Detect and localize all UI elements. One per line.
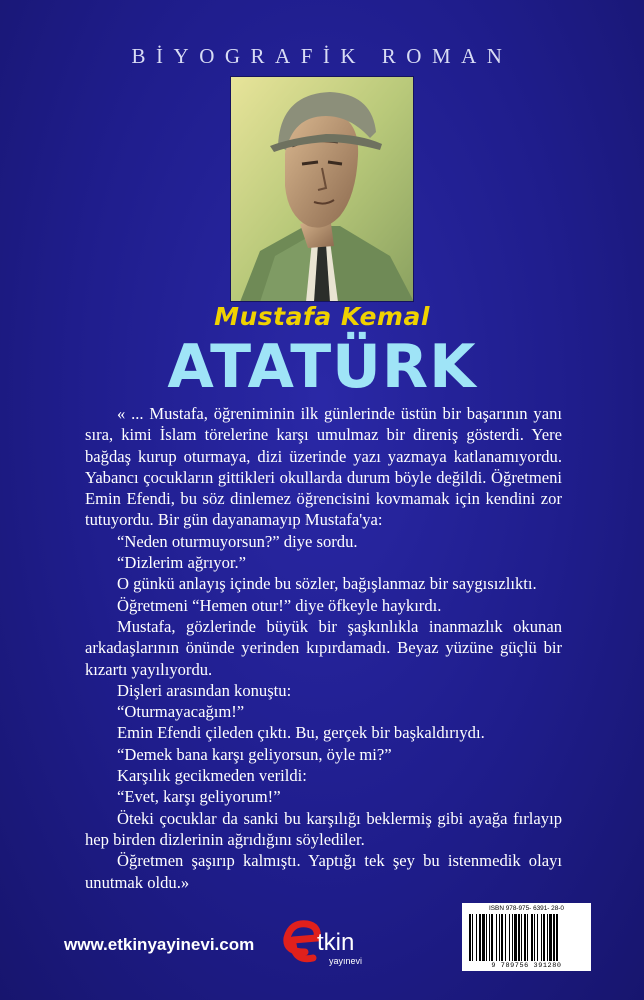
excerpt-paragraph: “Oturmayacağım!” xyxy=(117,702,245,722)
genre-label: BİYOGRAFİK ROMAN xyxy=(131,44,513,68)
excerpt-paragraph: Öteki çocuklar da sanki bu karşılığı beklermiş gibi ayağa fırlayıp hep birden dizlerinin ağrıdığını söylediler. xyxy=(85,808,562,849)
portrait-painting xyxy=(230,76,414,302)
barcode-icon xyxy=(467,914,586,961)
author-first-names: Mustafa Kemal xyxy=(214,302,430,331)
book-title: ATATÜRK xyxy=(167,332,477,402)
excerpt-paragraph: “Neden oturmuyorsun?” diye sordu. xyxy=(117,531,358,551)
excerpt-paragraph: “Dizlerim ağrıyor.” xyxy=(117,553,247,573)
publisher-logo-sub: yayınevi xyxy=(329,956,363,966)
excerpt-paragraph: Karşılık gecikmeden verildi: xyxy=(117,766,307,786)
publisher-website: www.etkinyayinevi.com xyxy=(64,935,255,954)
excerpt-paragraph: Öğretmen şaşırıp kalmıştı. Yaptığı tek şey bu istenmedik olayı unutmak oldu.» xyxy=(85,851,562,892)
excerpt-paragraph: « ... Mustafa, öğreniminin ilk günlerinde üstün bir başarının yanı sıra, kimi İslam törelerine karşı umulmaz bir direniş gösterdi. Yere bağdaş kurup oturmaya, dizi üzerinde yazı yazmaya katlanamıyordu. Yabancı çocukların gittikleri okullarda durum böyle değildi. Öğretmeni Emin Efendi, bu söz dinlemez öğrencisini kovmamak için kendini zor tutuyordu. Bir gün dayanamayıp Mustafa'ya: xyxy=(85,404,562,530)
barcode-digits: 9 789756 391280 xyxy=(491,962,562,970)
book-excerpt xyxy=(85,403,562,893)
excerpt-paragraph: Öğretmeni “Hemen otur!” diye öfkeyle haykırdı. xyxy=(117,595,442,615)
excerpt-paragraph: O günkü anlayış içinde bu sözler, bağışlanmaz bir saygısızlıktı. xyxy=(117,574,537,594)
publisher-e-logo xyxy=(283,918,377,974)
excerpt-paragraph: Dişleri arasından konuştu: xyxy=(117,680,292,700)
isbn-number: ISBN 978-975- 6391- 28-0 xyxy=(489,905,564,912)
excerpt-paragraph: “Evet, karşı geliyorum!” xyxy=(117,787,281,807)
excerpt-paragraph: Mustafa, gözlerinde büyük bir şaşkınlıkla inanmazlık okunan arkadaşlarının önünde yerinden kıpırdamadı. Beyaz yüzüne güçlü bir kızartı yayılıyordu. xyxy=(85,616,562,679)
excerpt-paragraph: Emin Efendi çileden çıktı. Bu, gerçek bir başkaldırıydı. xyxy=(117,723,485,743)
isbn-barcode xyxy=(462,903,591,971)
publisher-logo-text: tkin xyxy=(317,929,355,956)
excerpt-paragraph: “Demek bana karşı geliyorsun, öyle mi?” xyxy=(117,744,392,764)
